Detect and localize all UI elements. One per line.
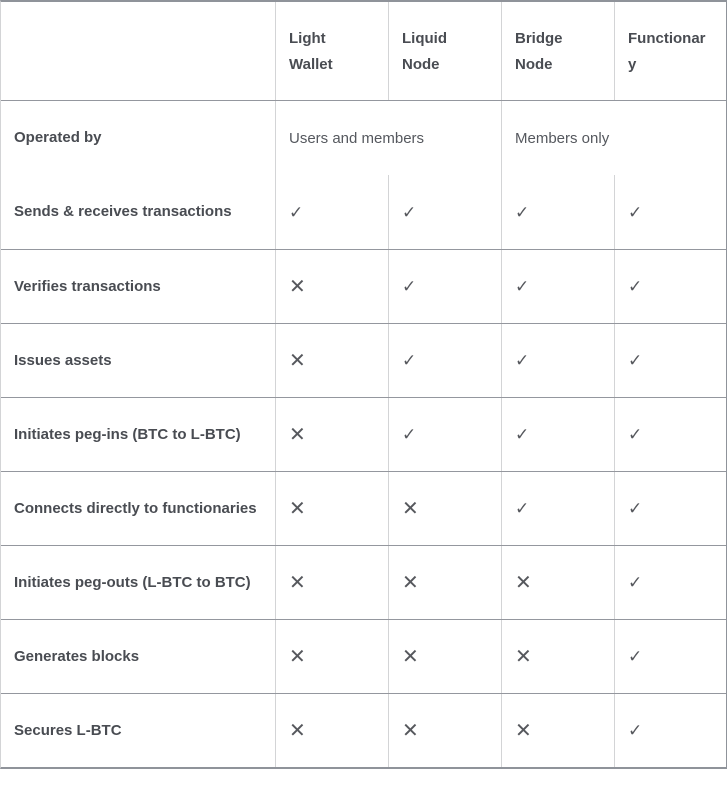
table-row — [1, 175, 726, 249]
mark-cell — [501, 620, 614, 693]
mark-cell — [388, 250, 501, 323]
mark-cell — [614, 175, 726, 249]
mark-cell — [388, 324, 501, 397]
check-icon: ✓ — [515, 277, 530, 296]
mark-cell — [614, 694, 726, 767]
table-row — [1, 545, 726, 619]
mark-cell — [501, 250, 614, 323]
column-header-liquid-node — [388, 2, 501, 100]
row-label: Operated by — [14, 129, 102, 146]
mark-cell — [501, 324, 614, 397]
table-row — [1, 693, 726, 767]
column-header-label: Functionary — [628, 30, 706, 73]
check-icon: ✓ — [515, 202, 530, 222]
operated-by-members-cell — [501, 101, 726, 175]
mark-cell — [388, 472, 501, 545]
operated-by-users-cell — [275, 101, 501, 175]
mark-cell — [275, 472, 388, 545]
mark-cell — [614, 472, 726, 545]
cross-icon: ✕ — [289, 349, 306, 372]
row-label: Issues assets — [14, 352, 112, 369]
operated-by-value: Members only — [515, 129, 610, 147]
cross-icon: ✕ — [289, 275, 306, 298]
mark-cell — [388, 175, 501, 249]
mark-cell — [501, 546, 614, 619]
operated-by-value: Users and members — [289, 129, 425, 147]
cross-icon: ✕ — [402, 571, 419, 594]
operated-by-row — [1, 100, 726, 175]
row-label-cell — [1, 324, 275, 397]
check-icon: ✓ — [628, 647, 643, 666]
column-header-light-wallet — [275, 2, 388, 100]
mark-cell — [275, 398, 388, 471]
row-label-cell — [1, 101, 275, 175]
row-label-cell — [1, 398, 275, 471]
check-icon: ✓ — [628, 425, 643, 444]
cross-icon: ✕ — [515, 719, 532, 742]
check-icon: ✓ — [628, 202, 643, 222]
check-icon: ✓ — [515, 425, 530, 444]
header-empty-cell — [1, 2, 275, 100]
check-icon: ✓ — [628, 573, 643, 592]
mark-cell — [388, 620, 501, 693]
mark-cell — [501, 472, 614, 545]
mark-cell — [275, 546, 388, 619]
table-row — [1, 397, 726, 471]
row-label: Sends & receives transactions — [14, 203, 232, 220]
cross-icon: ✕ — [515, 571, 532, 594]
cross-icon: ✕ — [402, 645, 419, 668]
table-row — [1, 323, 726, 397]
mark-cell — [614, 250, 726, 323]
check-icon: ✓ — [402, 351, 417, 370]
row-label-cell — [1, 694, 275, 767]
row-label: Secures L-BTC — [14, 722, 122, 739]
check-icon: ✓ — [628, 351, 643, 370]
mark-cell — [388, 398, 501, 471]
row-label: Initiates peg-ins (BTC to L-BTC) — [14, 426, 241, 443]
cross-icon: ✕ — [289, 423, 306, 446]
mark-cell — [275, 694, 388, 767]
table-row — [1, 249, 726, 323]
cross-icon: ✕ — [289, 571, 306, 594]
mark-cell — [388, 546, 501, 619]
column-header-label: Liquid Node — [402, 30, 447, 73]
row-label: Initiates peg-outs (L-BTC to BTC) — [14, 574, 251, 591]
row-label: Generates blocks — [14, 648, 140, 665]
check-icon: ✓ — [628, 277, 643, 296]
mark-cell — [275, 175, 388, 249]
mark-cell — [614, 398, 726, 471]
cross-icon: ✕ — [289, 497, 306, 520]
cross-icon: ✕ — [289, 719, 306, 742]
row-label: Connects directly to functionaries — [14, 500, 257, 517]
mark-cell — [275, 324, 388, 397]
check-icon: ✓ — [515, 499, 530, 518]
check-icon: ✓ — [515, 351, 530, 370]
table-body — [1, 175, 726, 767]
header-row — [1, 2, 726, 100]
mark-cell — [275, 250, 388, 323]
mark-cell — [614, 324, 726, 397]
row-label-cell — [1, 175, 275, 249]
row-label-cell — [1, 250, 275, 323]
check-icon: ✓ — [402, 202, 417, 222]
table-row — [1, 619, 726, 693]
cross-icon: ✕ — [515, 645, 532, 668]
check-icon: ✓ — [628, 721, 643, 740]
column-header-label: Light Wallet — [289, 30, 333, 73]
column-header-functionary — [614, 2, 726, 100]
mark-cell — [614, 546, 726, 619]
mark-cell — [388, 694, 501, 767]
mark-cell — [501, 694, 614, 767]
check-icon: ✓ — [289, 202, 304, 222]
table-row — [1, 471, 726, 545]
mark-cell — [501, 398, 614, 471]
column-header-bridge-node — [501, 2, 614, 100]
row-label-cell — [1, 472, 275, 545]
check-icon: ✓ — [402, 425, 417, 444]
check-icon: ✓ — [402, 277, 417, 296]
row-label: Verifies transactions — [14, 278, 161, 295]
cross-icon: ✕ — [289, 645, 306, 668]
cross-icon: ✕ — [402, 719, 419, 742]
column-header-label: Bridge Node — [515, 30, 563, 73]
mark-cell — [275, 620, 388, 693]
cross-icon: ✕ — [402, 497, 419, 520]
mark-cell — [614, 620, 726, 693]
row-label-cell — [1, 546, 275, 619]
check-icon: ✓ — [628, 499, 643, 518]
row-label-cell — [1, 620, 275, 693]
mark-cell — [501, 175, 614, 249]
